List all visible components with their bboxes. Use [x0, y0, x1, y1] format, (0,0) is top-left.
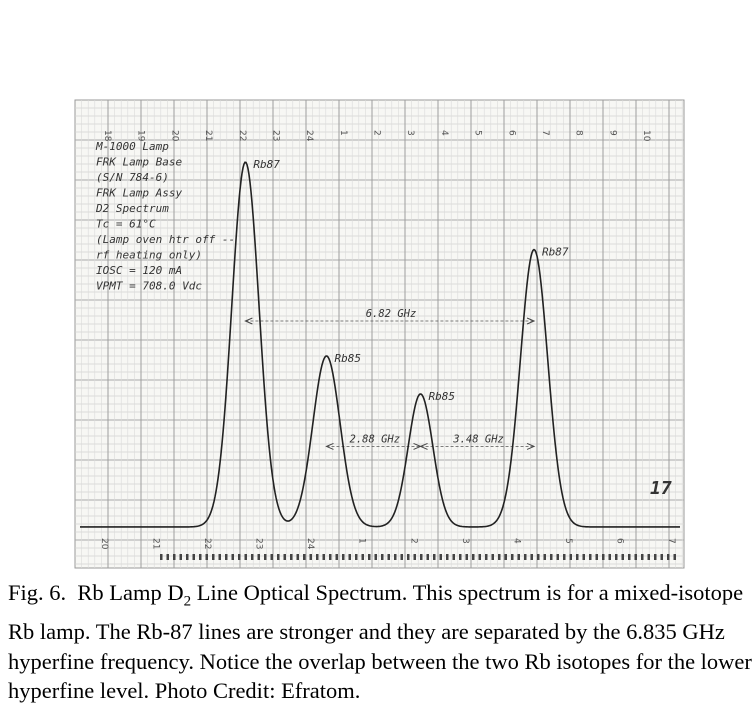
sprocket-hole: [173, 554, 176, 560]
sprocket-hole: [635, 554, 638, 560]
sprocket-hole: [505, 554, 508, 560]
sprocket-hole: [206, 554, 209, 560]
sprocket-hole: [427, 554, 430, 560]
sprocket-hole: [537, 554, 540, 560]
sprocket-hole: [349, 554, 352, 560]
sprocket-hole: [563, 554, 566, 560]
sprocket-hole: [342, 554, 345, 560]
top-scale-label: 2: [371, 130, 382, 136]
bottom-scale-label: 1: [356, 538, 367, 544]
sprocket-hole: [180, 554, 183, 560]
sprocket-hole: [531, 554, 534, 560]
top-scale-label: 10: [641, 130, 651, 142]
caption-title-post: Line Optical Spectrum.: [191, 580, 408, 605]
bottom-scale-label: 20: [99, 538, 109, 550]
sprocket-hole: [232, 554, 235, 560]
bottom-scale-label: 23: [253, 538, 264, 550]
caption-body: This spectrum is for a mixed-isotope Rb lamp. The Rb-87 lines are stronger and they are separated by the 6.835 GHz hyperfine frequency. Notice the overlap between the two Rb isotopes for the lower hyperfine level. Photo Credit: Efratom.: [8, 580, 752, 703]
figure-caption: [8, 578, 752, 706]
top-scale-label: 8: [573, 130, 584, 136]
sprocket-hole: [212, 554, 215, 560]
sprocket-hole: [336, 554, 339, 560]
sprocket-hole: [375, 554, 378, 560]
peak-label: Rb87: [542, 245, 569, 259]
sprocket-hole: [264, 554, 267, 560]
sprocket-hole: [401, 554, 404, 560]
sprocket-hole: [193, 554, 196, 560]
sprocket-hole: [550, 554, 553, 560]
handwritten-note: FRK Lamp Assy: [96, 186, 183, 200]
sprocket-hole: [498, 554, 501, 560]
sprocket-hole: [323, 554, 326, 560]
handwritten-note: (Lamp oven htr off --: [96, 233, 236, 246]
sprocket-hole: [440, 554, 443, 560]
handwritten-note: M-1000 Lamp: [96, 140, 169, 153]
sprocket-hole: [661, 554, 664, 560]
sprocket-hole: [167, 554, 170, 560]
sprocket-hole: [511, 554, 514, 560]
peak-label: Rb87: [253, 158, 280, 172]
sprocket-hole: [316, 554, 319, 560]
top-scale-label: 20: [169, 130, 180, 142]
peak-label: Rb85: [428, 389, 456, 403]
top-scale-label: 7: [539, 130, 550, 136]
sprocket-hole: [589, 554, 592, 560]
sprocket-hole: [518, 554, 521, 560]
sprocket-hole: [609, 554, 612, 560]
sprocket-hole: [388, 554, 391, 560]
annotation-label: 2.88 GHz: [349, 433, 401, 446]
bottom-scale-label: 7: [666, 538, 676, 544]
bottom-scale-label: 21: [150, 538, 161, 550]
sprocket-hole: [290, 554, 293, 560]
handwritten-note: FRK Lamp Base: [96, 155, 183, 169]
top-scale-label: 4: [438, 130, 449, 136]
bottom-scale-label: 4: [511, 538, 522, 544]
sprocket-hole: [459, 554, 462, 560]
caption-title-sub: 2: [183, 593, 192, 610]
sprocket-hole: [225, 554, 228, 560]
sprocket-hole: [160, 554, 163, 560]
sprocket-hole: [596, 554, 599, 560]
sprocket-hole: [303, 554, 306, 560]
caption-title-pre: Rb Lamp D: [77, 580, 184, 605]
page-number: 17: [650, 478, 672, 499]
sprocket-hole: [407, 554, 410, 560]
sprocket-hole: [251, 554, 254, 560]
sprocket-hole: [453, 554, 456, 560]
handwritten-note: rf heating only): [96, 248, 202, 262]
sprocket-hole: [258, 554, 261, 560]
sprocket-hole: [238, 554, 241, 560]
bottom-scale-label: 5: [562, 538, 573, 544]
handwritten-note: D2 Spectrum: [96, 202, 169, 215]
sprocket-hole: [420, 554, 423, 560]
sprocket-hole: [433, 554, 436, 560]
sprocket-hole: [199, 554, 202, 560]
sprocket-hole: [479, 554, 482, 560]
sprocket-hole: [277, 554, 280, 560]
top-scale-label: 19: [135, 130, 146, 142]
sprocket-hole: [667, 554, 670, 560]
sprocket-hole: [284, 554, 287, 560]
caption-text: [8, 578, 752, 706]
sprocket-hole: [381, 554, 384, 560]
bottom-scale-label: 2: [408, 538, 419, 544]
sprocket-hole: [362, 554, 365, 560]
sprocket-hole: [466, 554, 469, 560]
sprocket-hole: [648, 554, 651, 560]
peak-label: Rb85: [334, 351, 361, 365]
sprocket-hole: [219, 554, 222, 560]
sprocket-hole: [414, 554, 417, 560]
sprocket-hole: [544, 554, 547, 560]
top-scale-label: 1: [337, 130, 348, 136]
top-scale-label: 18: [102, 130, 112, 142]
sprocket-hole: [654, 554, 657, 560]
top-scale-label: 3: [405, 130, 416, 136]
sprocket-hole: [524, 554, 527, 560]
annotation-label: 6.82 GHz: [365, 308, 417, 320]
annotation-label: 3.48 GHz: [453, 433, 504, 446]
sprocket-hole: [628, 554, 631, 560]
sprocket-hole: [557, 554, 560, 560]
sprocket-hole: [355, 554, 358, 560]
bottom-scale-label: 22: [202, 538, 213, 550]
bottom-scale-label: 6: [614, 538, 625, 544]
sprocket-hole: [446, 554, 449, 560]
bottom-scale-label: 3: [459, 538, 470, 544]
handwritten-note: IOSC = 120 mA: [96, 264, 183, 277]
sprocket-hole: [492, 554, 495, 560]
top-scale-label: 5: [472, 130, 483, 136]
sprocket-hole: [297, 554, 300, 560]
sprocket-hole: [394, 554, 397, 560]
sprocket-hole: [615, 554, 618, 560]
top-scale-label: 9: [607, 130, 618, 136]
sprocket-hole: [186, 554, 189, 560]
sprocket-hole: [674, 554, 677, 560]
caption-fig-label: Fig. 6.: [8, 580, 67, 605]
sprocket-hole: [602, 554, 605, 560]
sprocket-hole: [310, 554, 313, 560]
top-scale-label: 21: [203, 130, 214, 142]
handwritten-note: (S/N 784-6): [96, 171, 169, 184]
bottom-scale-label: 24: [305, 538, 316, 550]
top-scale-label: 22: [236, 130, 247, 142]
top-scale-label: 23: [270, 130, 281, 142]
handwritten-note: VPMT = 708.0 Vdc: [96, 279, 202, 293]
sprocket-hole: [570, 554, 573, 560]
sprocket-hole: [583, 554, 586, 560]
sprocket-hole: [245, 554, 248, 560]
sprocket-hole: [641, 554, 644, 560]
top-scale-label: 24: [304, 130, 315, 142]
sprocket-hole: [485, 554, 488, 560]
sprocket-hole: [472, 554, 475, 560]
sprocket-hole: [622, 554, 625, 560]
sprocket-hole: [271, 554, 274, 560]
handwritten-note: Tc = 61°C: [96, 217, 156, 231]
sprocket-hole: [368, 554, 371, 560]
top-scale-label: 6: [506, 130, 517, 136]
sprocket-hole: [576, 554, 579, 560]
sprocket-hole: [329, 554, 332, 560]
